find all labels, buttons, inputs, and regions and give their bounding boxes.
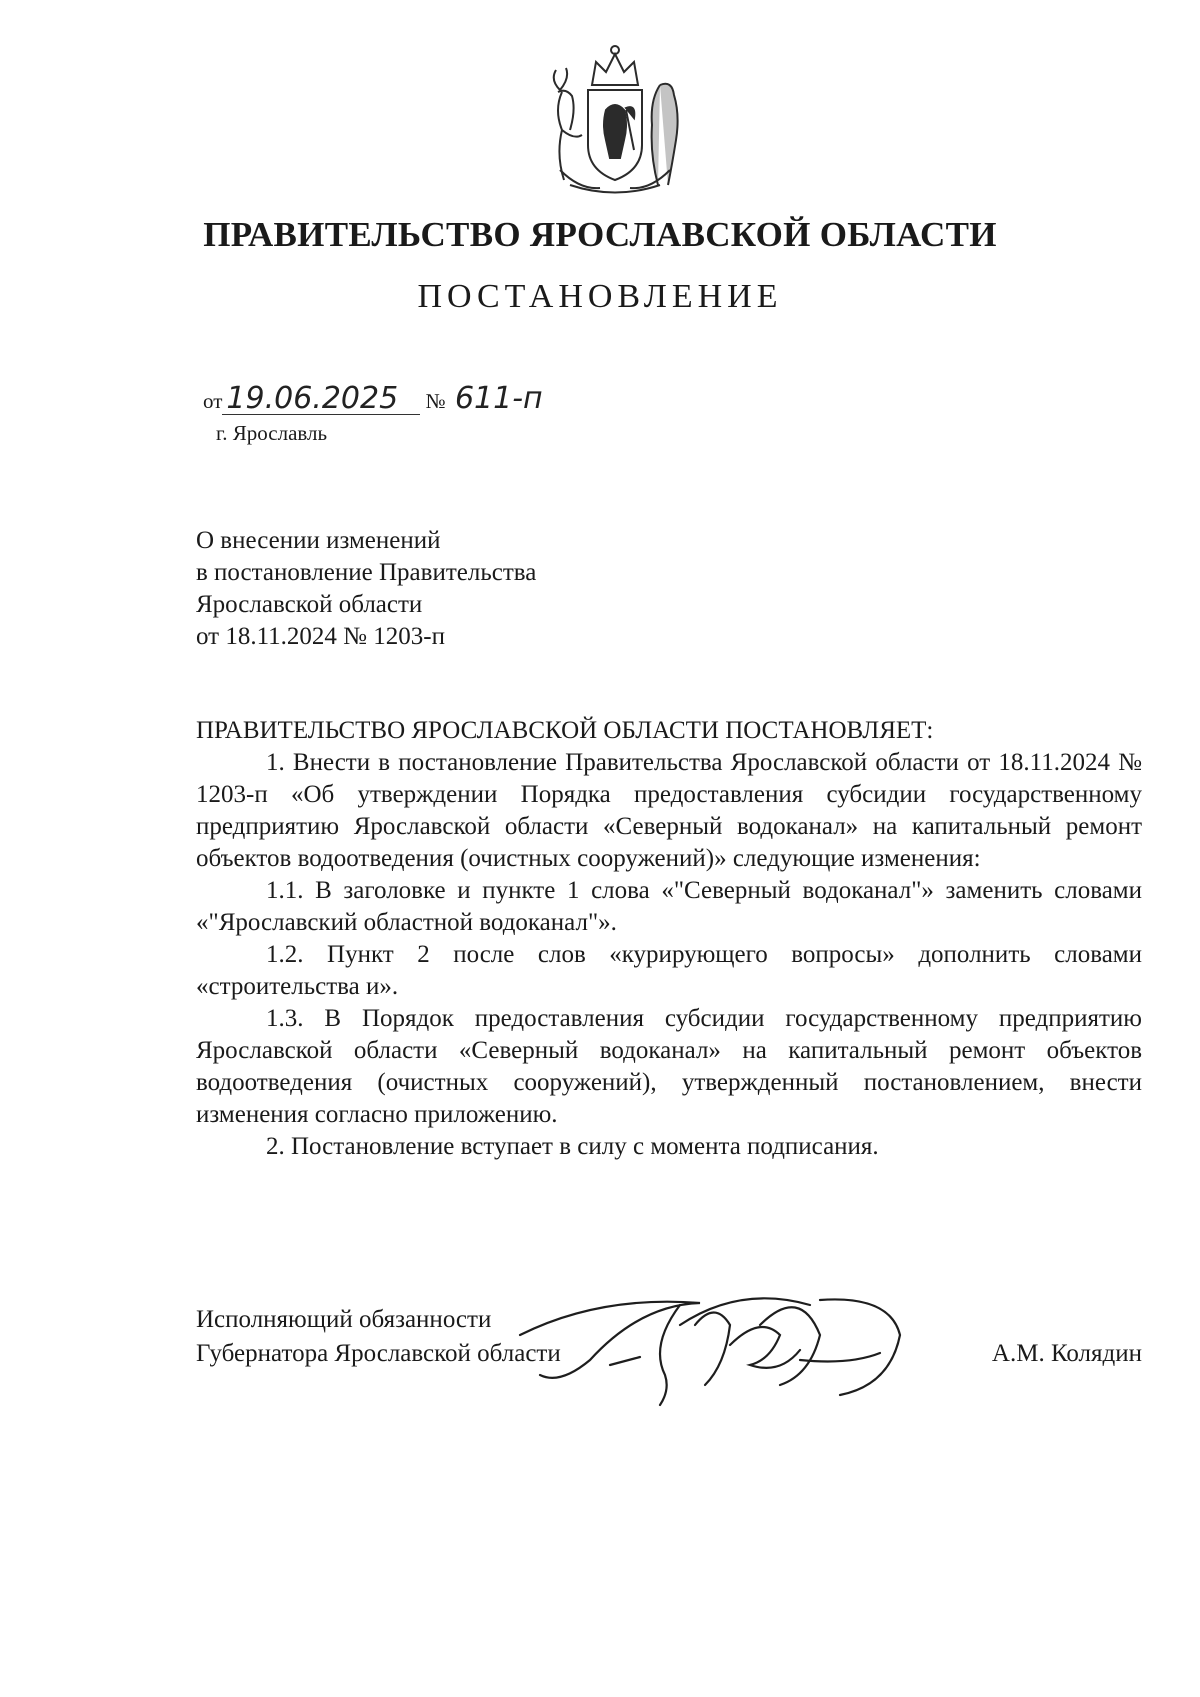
paragraph-1-1: 1.1. В заголовке и пункте 1 слова «"Северный водоканал"» заменить словами «"Ярославский областной водоканал"». (196, 877, 1142, 936)
document-body (196, 715, 1142, 1163)
paragraph-1-2: 1.2. Пункт 2 после слов «курирующего вопросы» дополнить словами «строительства и». (196, 941, 1142, 1000)
government-title: ПРАВИТЕЛЬСТВО ЯРОСЛАВСКОЙ ОБЛАСТИ (203, 215, 997, 254)
date-number-line (203, 381, 557, 416)
signature-block (196, 1304, 1142, 1384)
number-value: 611-п (454, 381, 543, 416)
paragraph-1: 1. Внести в постановление Правительства Ярославской области от 18.11.2024 № 1203-п «Об утверждении Порядка предоставления субсидии государственному предприятию Ярославской области «Северный водоканал» на капитальный ремонт объектов водоотведения (очистных сооружений)» следующие изменения: (196, 749, 1142, 872)
coat-of-arms-icon (540, 40, 690, 200)
document-type: ПОСТАНОВЛЕНИЕ (417, 278, 783, 315)
paragraph-2: 2. Постановление вступает в силу с момента подписания. (266, 1133, 879, 1160)
subject-line: О внесении изменений (196, 527, 441, 554)
subject-line: от 18.11.2024 № 1203-п (196, 623, 445, 650)
signer-position-line2: Губернатора Ярославской области (196, 1340, 561, 1367)
signer-position-line1: Исполняющий обязанности (196, 1306, 492, 1333)
subject-block (196, 525, 536, 653)
city: г. Ярославль (216, 421, 328, 445)
preamble: ПРАВИТЕЛЬСТВО ЯРОСЛАВСКОЙ ОБЛАСТИ ПОСТАНОВЛЯЕТ: (196, 717, 934, 744)
signer-name: А.М. Колядин (991, 1340, 1142, 1367)
subject-line: в постановление Правительства (196, 559, 537, 586)
subject-line: Ярославской области (196, 591, 423, 618)
date-value: 19.06.2025 (222, 384, 420, 415)
paragraph-1-3: 1.3. В Порядок предоставления субсидии государственному предприятию Ярославской области «Северный водоканал» на капитальный ремонт объектов водоотведения (очистных сооружений), утвержденный постановлением, внести изменения согласно приложению. (196, 1005, 1142, 1128)
date-prefix: от (203, 389, 223, 413)
number-prefix: № (425, 389, 446, 413)
